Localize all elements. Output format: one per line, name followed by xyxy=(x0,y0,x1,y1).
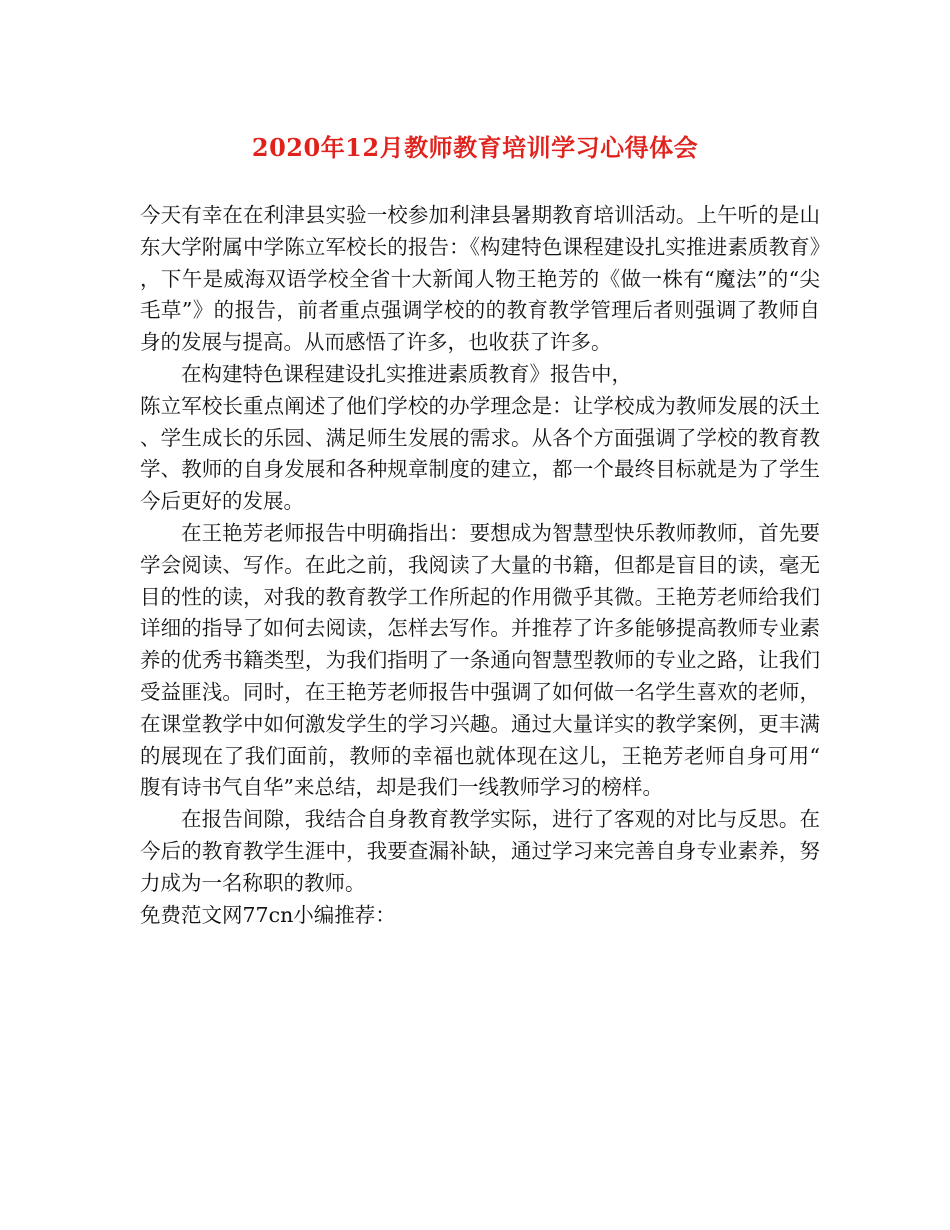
paragraph-recommendation: 免费范文网77cn小编推荐： xyxy=(140,902,396,927)
document-body xyxy=(140,200,820,931)
paragraph-reflection: 在报告间隙，我结合自身教育教学实际，进行了客观的对比与反思。在今后的教育教学生涯中，我要查漏补缺，通过学习来完善自身专业素养，努力成为一名称职的教师。 xyxy=(140,807,820,895)
paragraph-wang-yanfang: 在王艳芳老师报告中明确指出：要想成为智慧型快乐教师教师，首先要学会阅读、写作。在此之前，我阅读了大量的书籍，但都是盲目的读，毫无目的性的读，对我的教育教学工作所起的作用微乎其微。王艳芳老师给我们详细的指导了如何去阅读，怎样去写作。并推荐了许多能够提高教师专业素养的优秀书籍类型，为我们指明了一条通向智慧型教师的专业之路，让我们受益匪浅。同时，在王艳芳老师报告中强调了如何做一名学生喜欢的老师，在课堂教学中如何激发学生的学习兴趣。通过大量详实的教学案例，更丰满的展现在了我们面前，教师的幸福也就体现在这儿，王艳芳老师自身可用“腹有诗书气自华”来总结，却是我们一线教师学习的榜样。 xyxy=(140,520,820,800)
paragraph-intro: 今天有幸在在利津县实验一校参加利津县暑期教育培训活动。上午听的是山东大学附属中学陈立军校长的报告：《构建特色课程建设扎实推进素质教育》，下午是威海双语学校全省十大新闻人物王艳芳的《做一株有“魔法”的“尖毛草”》的报告，前者重点强调学校的的教育教学管理后者则强调了教师自身的发展与提高。从而感悟了许多，也收获了许多。 xyxy=(140,203,820,355)
document-title: 2020年12月教师教育培训学习心得体会 xyxy=(251,133,699,162)
paragraph-report-intro: 在构建特色课程建设扎实推进素质教育》报告中， xyxy=(181,361,632,386)
paragraph-chen-lijun: 陈立军校长重点阐述了他们学校的办学理念是：让学校成为教师发展的沃土、学生成长的乐园、满足师生发展的需求。从各个方面强调了学校的教育教学、教师的自身发展和各种规章制度的建立，都一个最终目标就是为了学生今后更好的发展。 xyxy=(140,393,820,514)
